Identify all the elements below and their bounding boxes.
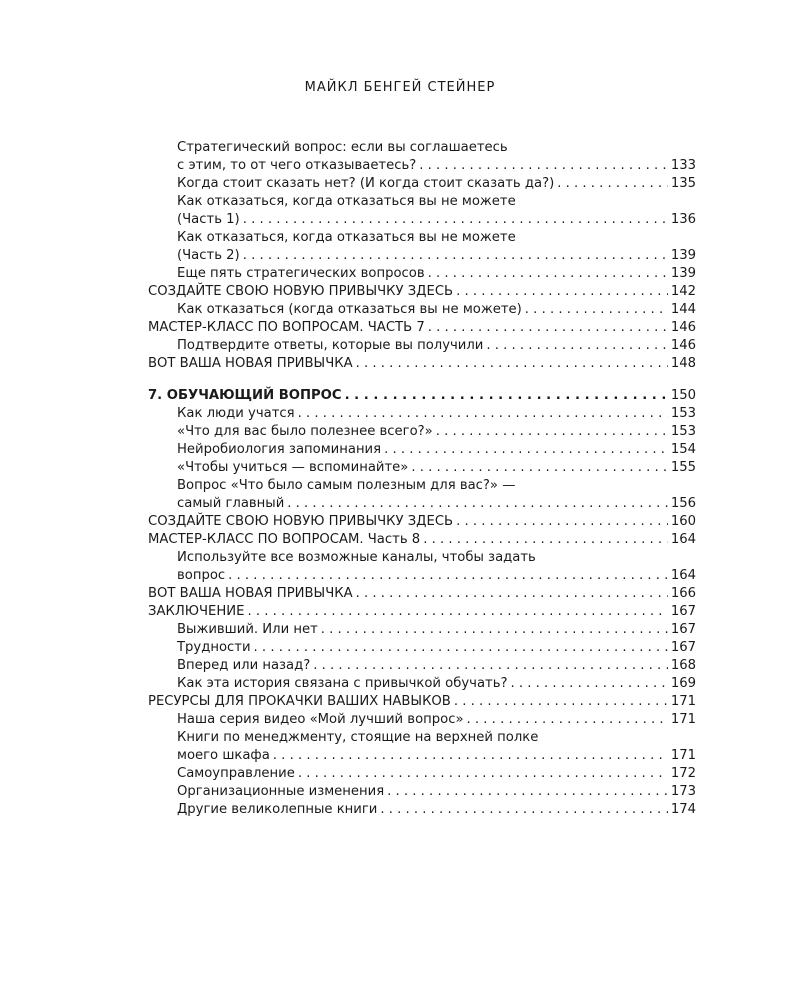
dot-leader (356, 585, 668, 603)
dot-leader (428, 319, 668, 337)
toc-entry-title: с этим, то от чего отказываетесь? (177, 158, 417, 173)
toc-page-number: 153 (670, 406, 696, 421)
dot-leader (243, 247, 668, 265)
dot-leader (345, 387, 668, 405)
toc-entry-title: вопрос (177, 568, 226, 583)
dot-leader (557, 175, 668, 193)
toc-chapter-entry[interactable] (148, 387, 696, 405)
toc-page-number: 156 (670, 496, 696, 511)
toc-entry-title: Когда стоит сказать нет? (И когда стоит сказать да?) (177, 176, 555, 191)
toc-entry[interactable] (148, 247, 696, 265)
toc-entry-title: ЗАКЛЮЧЕНИЕ (148, 604, 245, 619)
toc-entry-title: СОЗДАЙТЕ СВОЮ НОВУЮ ПРИВЫЧКУ ЗДЕСЬ (148, 514, 454, 529)
toc-entry-title: Наша серия видео «Мой лучший вопрос» (177, 712, 464, 727)
toc-entry-title: МАСТЕР-КЛАСС ПО ВОПРОСАМ. Часть 8 (148, 532, 421, 547)
toc-line-continued: Вопрос «Что было самым полезным для вас?» — (177, 478, 516, 493)
toc-page-number: 171 (670, 712, 696, 727)
toc-entry-title: ВОТ ВАША НОВАЯ ПРИВЫЧКА (148, 356, 353, 371)
dot-leader (456, 283, 668, 301)
toc-page-number: 153 (670, 424, 696, 439)
dot-leader (273, 747, 668, 765)
dot-leader (436, 423, 668, 441)
toc-entry[interactable] (148, 301, 696, 319)
toc-entry[interactable] (148, 531, 696, 549)
toc-page-number: 146 (670, 338, 696, 353)
toc-entry[interactable] (148, 405, 696, 423)
toc-page-number: 167 (670, 622, 696, 637)
toc-page-number: 142 (670, 284, 696, 299)
toc-page-number: 169 (670, 676, 696, 691)
dot-leader (384, 441, 668, 459)
toc-page-number: 174 (670, 802, 696, 817)
toc-entry-title: Вперед или назад? (177, 658, 311, 673)
toc-line-continued: Используйте все возможные каналы, чтобы задать (177, 550, 536, 565)
toc-entry-title: МАСТЕР-КЛАСС ПО ВОПРОСАМ. ЧАСТЬ 7 (148, 320, 425, 335)
toc-entry-title: Выживший. Или нет (177, 622, 318, 637)
dot-leader (419, 157, 668, 175)
toc-page-number: 172 (670, 766, 696, 781)
dot-leader (456, 513, 668, 531)
toc-entry[interactable] (148, 441, 696, 459)
toc-entry-title: (Часть 2) (177, 248, 240, 263)
toc-page-number: 146 (670, 320, 696, 335)
toc-page-number: 168 (670, 658, 696, 673)
toc-entry-title: ВОТ ВАША НОВАЯ ПРИВЫЧКА (148, 586, 353, 601)
toc-entry[interactable] (148, 783, 696, 801)
toc-entry-title: Трудности (177, 640, 251, 655)
toc-entry[interactable] (148, 211, 696, 229)
toc-page-number: 167 (670, 604, 696, 619)
toc-entry[interactable] (148, 621, 696, 639)
dot-leader (298, 405, 668, 423)
toc-entry-title: Подтвердите ответы, которые вы получили (177, 338, 484, 353)
dot-leader (411, 459, 667, 477)
toc-entry[interactable] (148, 175, 696, 193)
dot-leader (428, 265, 668, 283)
toc-line-continued: Как отказаться, когда отказаться вы не можете (177, 194, 516, 209)
toc-page-number: 136 (670, 212, 696, 227)
toc-entry[interactable] (148, 265, 696, 283)
dot-leader (321, 621, 668, 639)
toc-entry[interactable] (148, 639, 696, 657)
toc-page-number: 144 (670, 302, 696, 317)
toc-entry-title: (Часть 1) (177, 212, 240, 227)
toc-page-number: 164 (670, 568, 696, 583)
toc-entry-title: СОЗДАЙТЕ СВОЮ НОВУЮ ПРИВЫЧКУ ЗДЕСЬ (148, 284, 454, 299)
toc-entry[interactable] (148, 693, 696, 711)
toc-entry[interactable] (148, 337, 696, 355)
dot-leader (525, 301, 668, 319)
toc-entry[interactable] (148, 675, 696, 693)
dot-leader (313, 657, 668, 675)
toc-entry[interactable] (148, 423, 696, 441)
toc-entry-title: «Что для вас было полезнее всего?» (177, 424, 433, 439)
dot-leader (486, 337, 667, 355)
dot-leader (243, 211, 668, 229)
toc-entry[interactable] (148, 711, 696, 729)
toc-page-number: 173 (670, 784, 696, 799)
toc-page-number: 139 (670, 266, 696, 281)
toc-entry-title: Как отказаться (когда отказаться вы не можете) (177, 302, 522, 317)
dot-leader (511, 675, 668, 693)
toc-entry[interactable] (148, 283, 696, 301)
toc-line-continued: Стратегический вопрос: если вы соглашаетесь (177, 140, 508, 155)
toc-line-continued: Как отказаться, когда отказаться вы не можете (177, 230, 516, 245)
dot-leader (247, 603, 667, 621)
dot-leader (454, 693, 668, 711)
toc-entry-title: Еще пять стратегических вопросов (177, 266, 425, 281)
toc-entry-title: Организационные изменения (177, 784, 385, 799)
toc-entry[interactable] (148, 765, 696, 783)
toc-entry[interactable] (148, 585, 696, 603)
dot-leader (356, 355, 668, 373)
toc-page-number: 133 (670, 158, 696, 173)
toc-entry[interactable] (148, 459, 696, 477)
dot-leader (228, 567, 668, 585)
toc-entry[interactable] (148, 657, 696, 675)
toc-line-continued: Книги по менеджменту, стоящие на верхней полке (177, 730, 539, 745)
toc-page-number: 171 (670, 748, 696, 763)
running-head: МАЙКЛ БЕНГЕЙ СТЕЙНЕР (304, 80, 496, 95)
toc-page-number: 135 (670, 176, 696, 191)
toc-page-number: 166 (670, 586, 696, 601)
toc-page-number: 154 (670, 442, 696, 457)
toc-page-number: 150 (670, 388, 696, 403)
toc-entry-title: Нейробиология запоминания (177, 442, 382, 457)
dot-leader (287, 495, 668, 513)
dot-leader (298, 765, 668, 783)
toc-page-number: 148 (670, 356, 696, 371)
toc-page-number: 155 (670, 460, 696, 475)
toc-entry-title: «Чтобы учиться — вспоминайте» (177, 460, 409, 475)
toc-entry[interactable] (148, 801, 696, 819)
toc-entry-title: Как люди учатся (177, 406, 295, 421)
toc-entry-title: самый главный (177, 496, 285, 511)
toc-page-number: 160 (670, 514, 696, 529)
table-of-contents (148, 139, 696, 819)
dot-leader (467, 711, 668, 729)
dot-leader (254, 639, 668, 657)
toc-entry-title: Другие великолепные книги (177, 802, 378, 817)
toc-entry-title: моего шкафа (177, 748, 270, 763)
toc-entry[interactable] (148, 603, 696, 621)
toc-chapter-title: 7. ОБУЧАЮЩИЙ ВОПРОС (148, 388, 342, 403)
toc-entry[interactable] (148, 513, 696, 531)
toc-entry-title: Как эта история связана с привычкой обучать? (177, 676, 508, 691)
toc-entry[interactable] (148, 567, 696, 585)
dot-leader (423, 531, 668, 549)
toc-entry[interactable] (148, 157, 696, 175)
toc-entry[interactable] (148, 355, 696, 373)
dot-leader (387, 783, 668, 801)
toc-entry[interactable] (148, 747, 696, 765)
toc-page-number: 167 (670, 640, 696, 655)
toc-entry[interactable] (148, 319, 696, 337)
toc-page-number: 164 (670, 532, 696, 547)
toc-entry-title: Самоуправление (177, 766, 295, 781)
toc-page-number: 139 (670, 248, 696, 263)
dot-leader (380, 801, 667, 819)
toc-entry[interactable] (148, 495, 696, 513)
toc-page-number: 171 (670, 694, 696, 709)
toc-entry-title: РЕСУРСЫ ДЛЯ ПРОКАЧКИ ВАШИХ НАВЫКОВ (148, 694, 451, 709)
